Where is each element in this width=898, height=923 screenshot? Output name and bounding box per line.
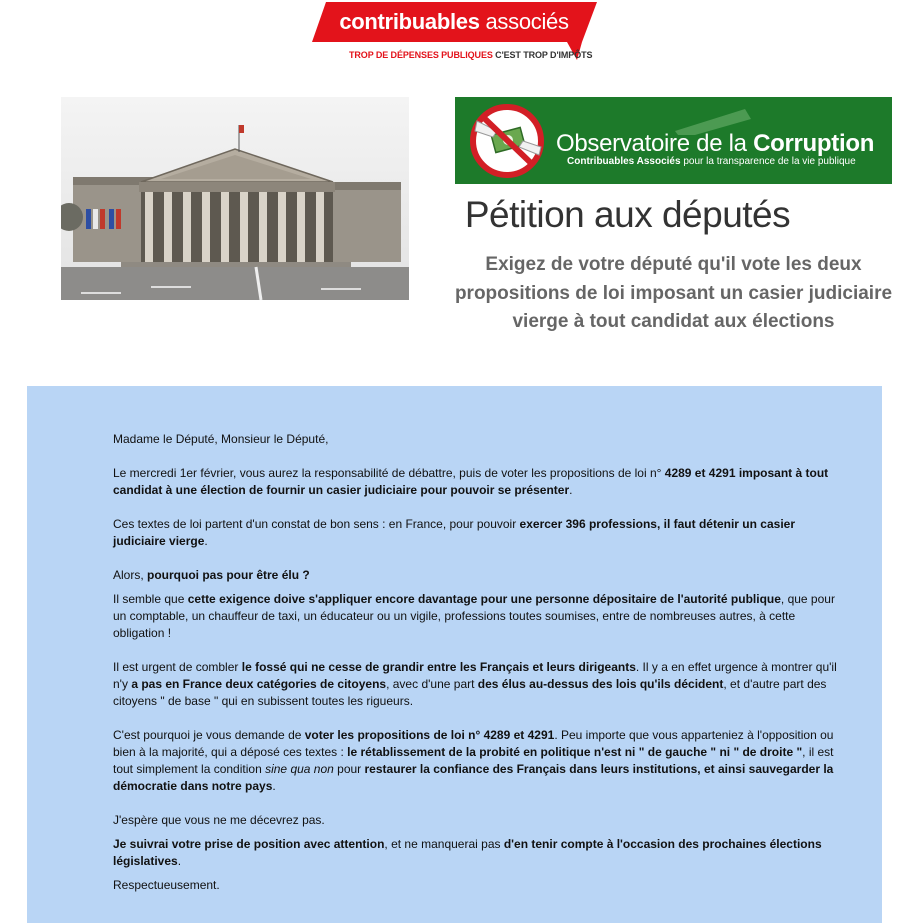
p5-bold-b: a pas en France deux catégories de citoyens <box>131 677 387 691</box>
observatoire-subtitle <box>567 156 856 167</box>
no-corruption-icon <box>467 103 557 179</box>
p5-text-a: Il est urgent de combler <box>113 660 242 674</box>
letter-paragraph-4 <box>113 591 843 642</box>
p6-text-a: C'est pourquoi je vous demande de <box>113 728 305 742</box>
letter-paragraph-3 <box>113 567 843 584</box>
logo-light-text: associés <box>485 9 569 34</box>
p5-bold-c: des élus au-dessus des lois qu'ils décident <box>477 677 724 691</box>
p6-end: . <box>272 779 276 793</box>
letter-paragraph-5 <box>113 659 843 710</box>
letter-body <box>113 431 843 894</box>
p4-text: Il semble que <box>113 592 188 606</box>
p3-bold: pourquoi pas pour être élu ? <box>147 568 310 582</box>
tagline-dark: C'EST TROP D'IMPÔTS <box>495 50 593 60</box>
assemblee-nationale-photo <box>61 97 409 300</box>
contribuables-logo[interactable] <box>312 2 597 62</box>
petition-letter <box>27 386 882 923</box>
obs-sub-bold: Contribuables Associés <box>567 156 681 167</box>
p5-text-d: , et d'autre part des citoyens " de base " qui en subissent toutes les rigueurs. <box>113 677 827 708</box>
p2-end: . <box>204 534 208 548</box>
letter-paragraph-6 <box>113 727 843 795</box>
p5-text-b: . Il y a en effet urgence à montrer qu'il n'y <box>113 660 837 691</box>
p3-text: Alors, <box>113 568 148 582</box>
p2-text: Ces textes de loi partent d'un constat de bon sens : en France, pour pouvoir <box>113 517 520 531</box>
logo-bold-text: contribuables <box>339 9 480 34</box>
observatoire-title <box>556 131 874 157</box>
petition-title: Pétition aux députés <box>464 194 791 235</box>
p8-bold-a: Je suivrai votre prise de position avec attention <box>113 837 385 851</box>
p1-text: Le mercredi 1er février, vous aurez la responsabilité de débattre, puis de voter les propositions de loi n° <box>113 466 665 480</box>
obs-title-light: Observatoire de la <box>556 130 754 157</box>
p6-text-c: , il est tout simplement la condition <box>113 745 834 776</box>
observatoire-banner[interactable] <box>455 97 892 184</box>
p6-bold-b: le rétablissement de la probité en politique n'est ni " de gauche " ni " de droite " <box>347 745 803 759</box>
p5-bold-a: le fossé qui ne cesse de grandir entre les Français et leurs dirigeants <box>241 660 636 674</box>
p5-text-c: , avec d'une part <box>386 677 478 691</box>
p6-text-d: pour <box>333 762 365 776</box>
p6-bold-a: voter les propositions de loi n° 4289 et 4291 <box>304 728 555 742</box>
p6-italic: sine qua non <box>265 762 334 776</box>
letter-paragraph-2 <box>113 516 843 550</box>
p8-text: , et ne manquerai pas <box>384 837 504 851</box>
letter-paragraph-7: J'espère que vous ne me décevrez pas. <box>113 813 325 827</box>
p6-text-b: . Peu importe que vous apparteniez à l'opposition ou bien à la majorité, qui a déposé ces textes : <box>113 728 834 759</box>
letter-paragraph-8 <box>113 836 843 870</box>
logo-wordmark <box>334 7 574 37</box>
obs-title-bold: Corruption <box>753 130 875 157</box>
letter-closing: Respectueusement. <box>113 878 220 892</box>
p8-end: . <box>177 854 182 868</box>
tagline-red: TROP DE DÉPENSES PUBLIQUES <box>349 50 493 60</box>
petition-subtitle: Exigez de votre député qu'il vote les deux propositions de loi imposant un casier judiciaire vierge à tout candidat aux élections <box>454 254 893 332</box>
p1-end: . <box>569 483 573 497</box>
p2-bold: exercer 396 professions, il faut détenir un casier judiciaire vierge <box>113 517 795 548</box>
obs-sub-light: pour la transparence de la vie publique <box>680 156 856 167</box>
p6-bold-c: restaurer la confiance des Français dans leurs institutions, et ainsi sauvegarder la démocratie dans notre pays <box>113 762 834 793</box>
logo-tagline <box>349 50 593 60</box>
p4-bold: cette exigence doive s'appliquer encore davantage pour une personne dépositaire de l'autorité publique <box>187 592 781 606</box>
p8-bold-b: d'en tenir compte à l'occasion des prochaines élections législatives <box>113 837 822 868</box>
p1-bold: 4289 et 4291 imposant à tout candidat à une élection de fournir un casier judiciaire pour pouvoir se présenter <box>113 466 829 497</box>
letter-paragraph-1 <box>113 465 843 499</box>
building-illustration <box>61 97 409 300</box>
letter-salutation: Madame le Député, Monsieur le Député, <box>113 432 329 446</box>
p4-end: , que pour un comptable, un chauffeur de taxi, un éducateur ou un vigile, professions toutes soumises, entre de nombreuses autres, à cette obligation ! <box>113 592 835 640</box>
